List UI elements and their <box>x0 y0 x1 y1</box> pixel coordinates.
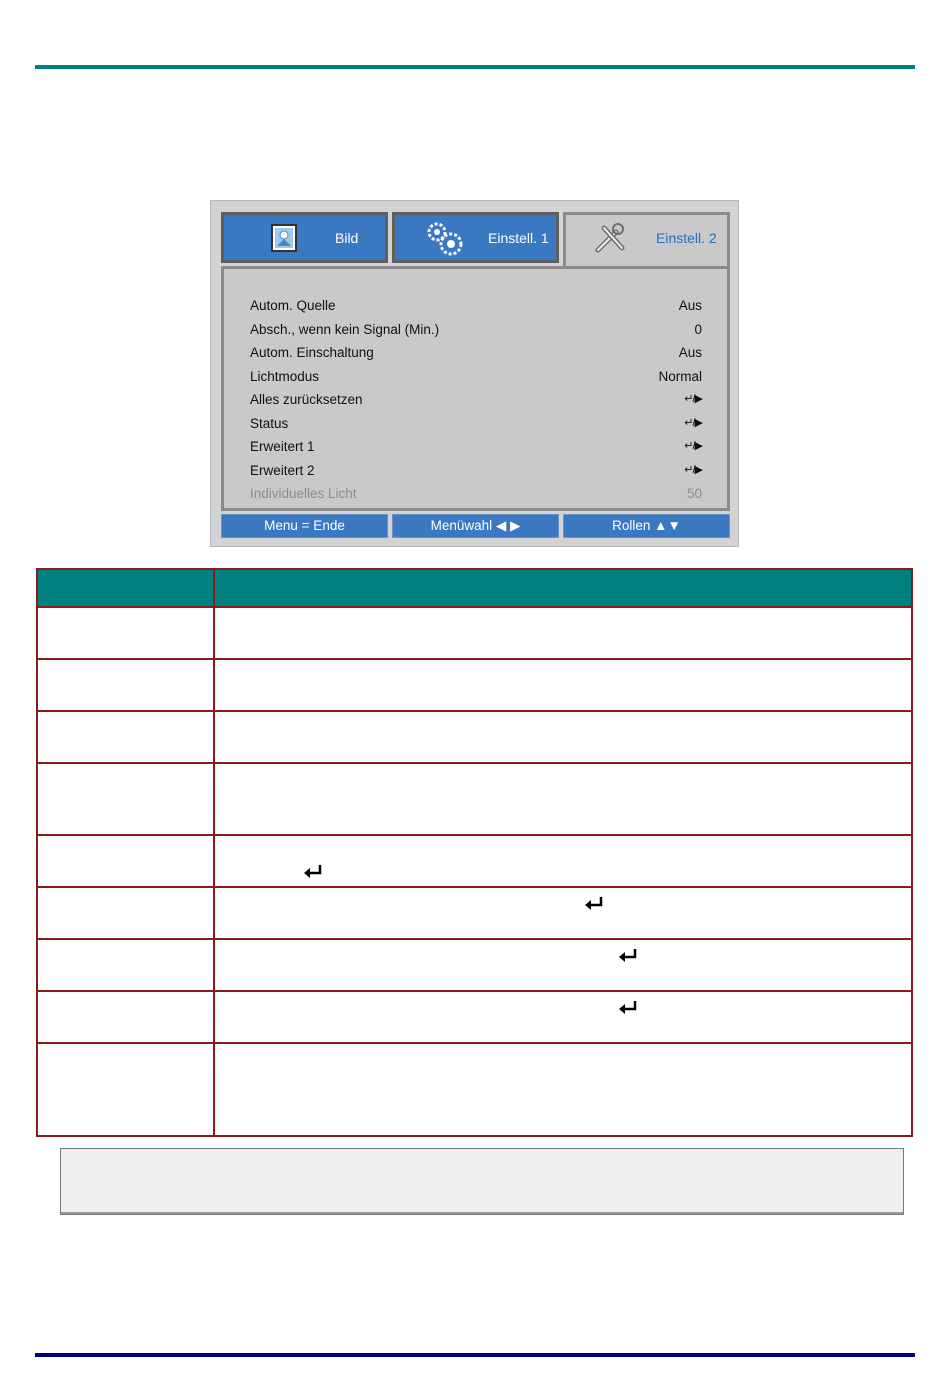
header-rule <box>35 65 915 69</box>
footer-menu-exit[interactable]: Menu = Ende <box>221 514 388 538</box>
enter-right-arrow-icon: ↵/▶ <box>684 417 702 429</box>
tab-einstell-1-label: Einstell. 1 <box>488 230 549 246</box>
menu-row-label: Absch., wenn kein Signal (Min.) <box>250 322 440 337</box>
menu-row-value: 50 <box>686 486 702 501</box>
table-divider <box>38 606 911 608</box>
footer-menu-select[interactable]: Menüwahl ◀ ▶ <box>392 514 559 538</box>
footer-scroll[interactable]: Rollen ▲▼ <box>563 514 730 538</box>
table-column-divider <box>213 570 215 1135</box>
enter-right-arrow-icon: ↵/▶ <box>684 440 702 452</box>
description-table <box>36 568 913 1137</box>
table-divider <box>38 1042 911 1044</box>
menu-row-label: Autom. Einschaltung <box>250 345 374 360</box>
table-divider <box>38 762 911 764</box>
menu-row-label: Lichtmodus <box>250 369 320 384</box>
tab-einstell-1[interactable] <box>392 212 559 263</box>
table-divider <box>38 990 911 992</box>
menu-row-label: Erweitert 2 <box>250 463 315 478</box>
menu-row-alles-zuruecksetzen[interactable] <box>250 389 702 411</box>
menu-row-value: 0 <box>694 322 702 337</box>
menu-row-label: Individuelles Licht <box>250 486 357 501</box>
menu-row-erweitert-1[interactable] <box>250 436 702 458</box>
tools-icon <box>590 220 630 258</box>
menu-row-label: Autom. Quelle <box>250 298 336 313</box>
tab-bild[interactable] <box>221 212 388 263</box>
table-divider <box>38 938 911 940</box>
menu-row-label: Status <box>250 416 289 431</box>
gears-icon <box>425 220 465 258</box>
menu-row-value: Aus <box>678 345 702 360</box>
menu-row-autom-quelle[interactable] <box>250 295 702 317</box>
menu-row-erweitert-2[interactable] <box>250 460 702 482</box>
menu-row-label: Alles zurücksetzen <box>250 392 363 407</box>
table-divider <box>38 886 911 888</box>
table-header <box>38 570 911 606</box>
menu-row-autom-einschaltung[interactable] <box>250 342 702 364</box>
picture-icon <box>264 220 304 258</box>
tab-einstell-2[interactable] <box>563 212 730 273</box>
note-box <box>60 1148 904 1215</box>
enter-right-arrow-icon: ↵/▶ <box>684 393 702 405</box>
enter-icon <box>617 999 639 1015</box>
enter-icon <box>583 895 605 911</box>
menu-row-lichtmodus[interactable] <box>250 366 702 388</box>
osd-menu-screenshot <box>210 200 739 547</box>
table-divider <box>38 658 911 660</box>
tab-einstell-2-label: Einstell. 2 <box>656 230 717 246</box>
menu-row-status[interactable] <box>250 413 702 435</box>
menu-row-individuelles-licht <box>250 483 702 505</box>
table-divider <box>38 710 911 712</box>
table-divider <box>38 834 911 836</box>
enter-right-arrow-icon: ↵/▶ <box>684 464 702 476</box>
enter-icon <box>617 947 639 963</box>
menu-row-value: Aus <box>678 298 702 313</box>
footer-rule <box>35 1353 915 1357</box>
menu-row-label: Erweitert 1 <box>250 439 315 454</box>
menu-row-value: Normal <box>658 369 702 384</box>
menu-row-abschaltung[interactable] <box>250 319 702 341</box>
enter-icon <box>302 863 324 879</box>
menu-panel <box>221 266 730 511</box>
tab-bild-label: Bild <box>335 230 359 246</box>
